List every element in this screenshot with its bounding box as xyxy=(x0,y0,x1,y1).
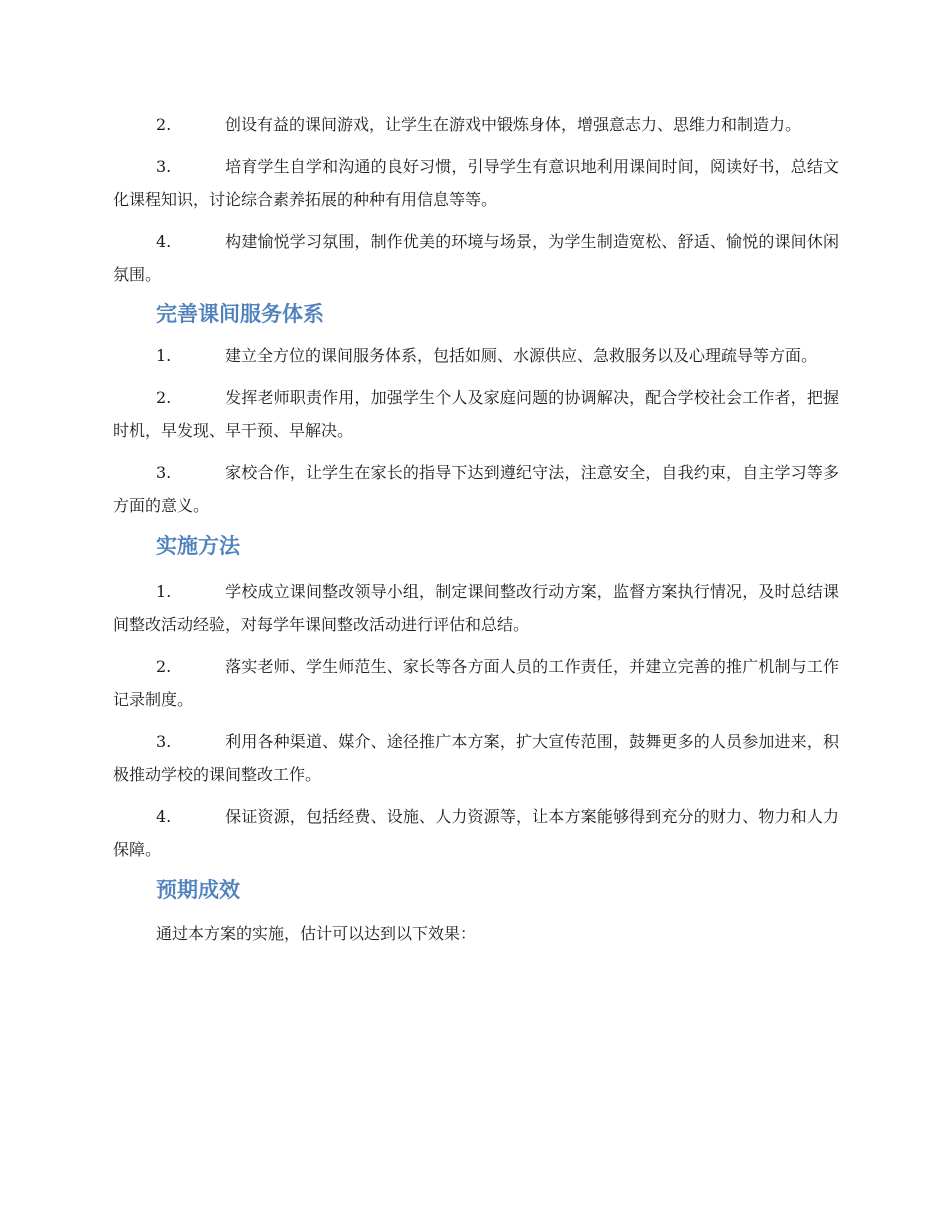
list-item-text: 保证资源，包括经费、设施、人力资源等，让本方案能够得到充分的财力、物力和人力保障。 xyxy=(113,807,839,859)
section-heading-effect: 预期成效 xyxy=(156,878,240,902)
method-list xyxy=(113,575,839,866)
list-item xyxy=(113,108,839,141)
list-item-number: 2. xyxy=(156,657,172,676)
list-item-number: 2. xyxy=(156,115,172,134)
list-item-number: 1. xyxy=(156,346,172,365)
list-item xyxy=(113,225,839,291)
service-list xyxy=(113,339,839,522)
list-item xyxy=(113,381,839,447)
list-item-number: 1. xyxy=(156,582,172,601)
list-item-text: 利用各种渠道、媒介、途径推广本方案，扩大宣传范围，鼓舞更多的人员参加进来，积极推动学校的课间整改工作。 xyxy=(113,732,839,784)
list-item xyxy=(113,150,839,216)
list-item-text: 创设有益的课间游戏，让学生在游戏中锻炼身体，增强意志力、思维力和制造力。 xyxy=(225,115,802,134)
list-item xyxy=(113,650,839,716)
list-item-number: 4. xyxy=(156,232,172,251)
list-item-text: 家校合作，让学生在家长的指导下达到遵纪守法，注意安全，自我约束，自主学习等多方面的意义。 xyxy=(113,463,839,515)
list-item xyxy=(113,575,839,641)
list-item xyxy=(113,339,839,372)
section-heading-service: 完善课间服务体系 xyxy=(156,302,324,326)
section-heading-method: 实施方法 xyxy=(156,534,240,558)
document-page xyxy=(113,108,839,950)
list-item xyxy=(113,800,839,866)
list-item-number: 3. xyxy=(156,157,172,176)
list-item xyxy=(113,725,839,791)
list-item xyxy=(113,456,839,522)
list-item-text: 培育学生自学和沟通的良好习惯，引导学生有意识地利用课间时间，阅读好书，总结文化课程知识，讨论综合素养拓展的种种有用信息等等。 xyxy=(113,157,839,209)
list-item-number: 4. xyxy=(156,807,172,826)
list-item-text: 学校成立课间整改领导小组，制定课间整改行动方案，监督方案执行情况，及时总结课间整改活动经验，对每学年课间整改活动进行评估和总结。 xyxy=(113,582,839,634)
list-item-text: 落实老师、学生师范生、家长等各方面人员的工作责任，并建立完善的推广机制与工作记录制度。 xyxy=(113,657,839,709)
list-item-text: 构建愉悦学习氛围，制作优美的环境与场景，为学生制造宽松、舒适、愉悦的课间休闲氛围。 xyxy=(113,232,839,284)
list-item-number: 2. xyxy=(156,388,172,407)
effect-paragraph: 通过本方案的实施，估计可以达到以下效果： xyxy=(156,924,477,943)
list-item-number: 3. xyxy=(156,463,172,482)
intro-list xyxy=(113,108,839,291)
list-item-number: 3. xyxy=(156,732,172,751)
list-item-text: 建立全方位的课间服务体系，包括如厕、水源供应、急救服务以及心理疏导等方面。 xyxy=(225,346,818,365)
list-item-text: 发挥老师职责作用，加强学生个人及家庭问题的协调解决，配合学校社会工作者，把握时机，早发现、早干预、早解决。 xyxy=(113,388,839,440)
